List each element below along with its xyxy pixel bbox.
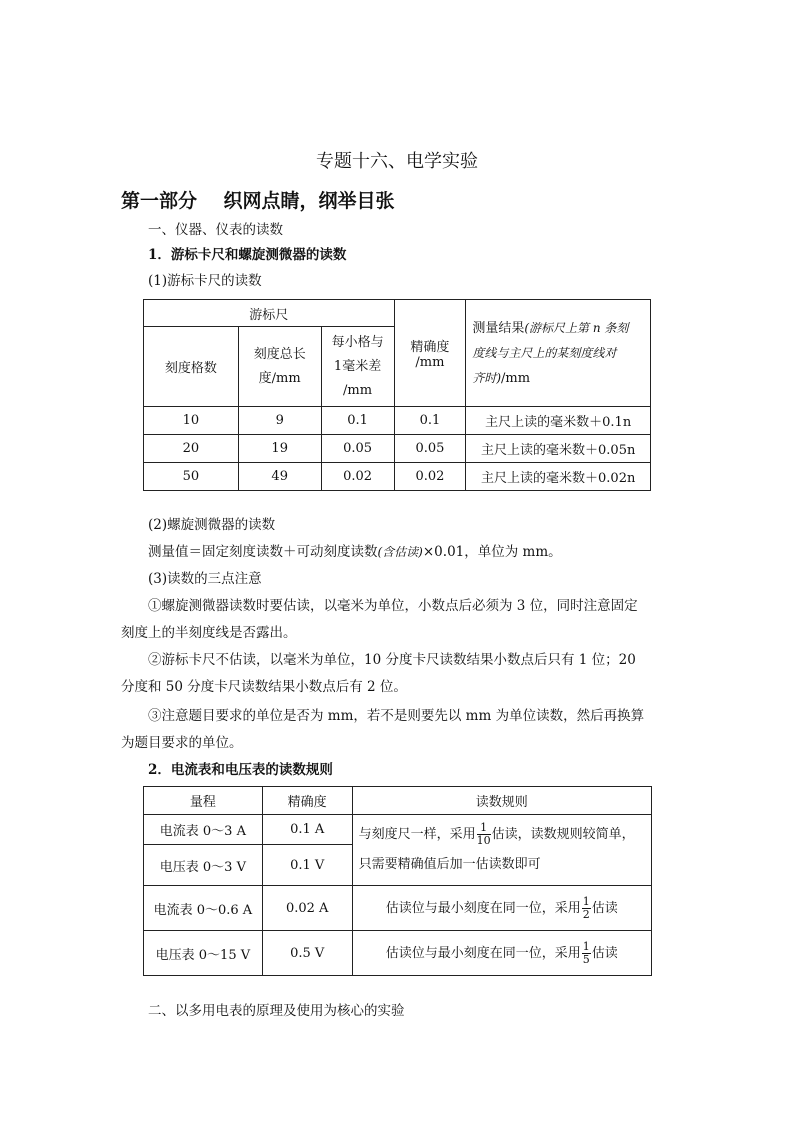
heading-multimeter: 二、以多用电表的原理及使用为核心的实验: [148, 1003, 405, 1019]
cell-total-length: 9: [238, 407, 321, 435]
cell-difference: 0.1: [321, 407, 394, 435]
page-title: 专题十六、电学实验: [316, 151, 478, 172]
table-row: [144, 931, 652, 976]
cell-range: 电流表 0～0.6 A: [144, 886, 263, 931]
meter-table: [143, 786, 652, 976]
table-row: [144, 886, 652, 931]
cell-result: 主尺上读的毫米数＋0.02n: [466, 463, 651, 491]
cell-precision: 0.1 V: [262, 845, 352, 886]
cell-total-length: 19: [238, 435, 321, 463]
table-row: [144, 815, 652, 845]
header-reading-rule: 读数规则: [352, 787, 651, 815]
heading-instrument-reading: 一、仪器、仪表的读数: [148, 222, 283, 238]
micrometer-formula: 测量值＝固定刻度读数＋可动刻度读数(含估读)×0.01，单位为 mm。: [148, 544, 562, 560]
note-point-2: ②游标卡尺不估读，以毫米为单位，10 分度卡尺读数结果小数点后只有 1 位；20 分度和 50 分度卡尺读数结果小数点后有 2 位。: [121, 652, 636, 695]
heading-vernier-micrometer: 1．游标卡尺和螺旋测微器的读数: [148, 247, 347, 263]
subheading-three-notes: (3)读数的三点注意: [148, 571, 262, 587]
cell-divisions: 20: [144, 435, 239, 463]
group-header-vernier: 游标尺: [144, 300, 395, 327]
fraction-1-2: $\frac{1}{2}$: [582, 894, 590, 921]
vernier-table: [143, 299, 651, 491]
header-difference: 每小格与 1毫米差 /mm: [321, 327, 394, 407]
cell-precision: 0.1: [394, 407, 466, 435]
fraction-1-5: $\frac{1}{5}$: [582, 939, 590, 966]
header-precision: 精确度: [262, 787, 352, 815]
cell-result: 主尺上读的毫米数＋0.05n: [466, 435, 651, 463]
subheading-micrometer: (2)螺旋测微器的读数: [148, 517, 276, 533]
cell-rule-3: 估读位与最小刻度在同一位，采用 $\frac{1}{5}$ 估读: [352, 931, 651, 976]
fraction-1-10: $\frac{1}{10}$: [476, 821, 491, 847]
cell-range: 电压表 0～15 V: [144, 931, 263, 976]
table-row: [144, 435, 651, 463]
cell-total-length: 49: [238, 463, 321, 491]
header-result: 测量结果(游标尺上第 n 条刻 度线与主尺上的某刻度线对 齐时)/mm: [466, 300, 651, 407]
cell-difference: 0.02: [321, 463, 394, 491]
cell-range: 电压表 0～3 V: [144, 845, 263, 886]
cell-precision: 0.02: [394, 463, 466, 491]
cell-difference: 0.05: [321, 435, 394, 463]
table-row: [144, 463, 651, 491]
note-point-1: ①螺旋测微器读数时要估读，以毫米为单位，小数点后必须为 3 位，同时注意固定刻度上的半刻度线是否露出。: [121, 598, 638, 641]
cell-result: 主尺上读的毫米数＋0.1n: [466, 407, 651, 435]
cell-rule-2: 估读位与最小刻度在同一位，采用 $\frac{1}{2}$ 估读: [352, 886, 651, 931]
section-heading: 第一部分 织网点睛，纲举目张: [121, 190, 395, 212]
cell-precision: 0.5 V: [262, 931, 352, 976]
cell-precision: 0.05: [394, 435, 466, 463]
cell-rule-1: 与刻度尺一样，采用 $\frac{1}{10}$ 估读，读数规则较简单， 只需要精确值后加一估读数即可: [352, 815, 651, 886]
subheading-vernier: (1)游标卡尺的读数: [148, 273, 262, 289]
heading-meter-reading: 2．电流表和电压表的读数规则: [148, 762, 333, 778]
cell-range: 电流表 0～3 A: [144, 815, 263, 845]
cell-divisions: 50: [144, 463, 239, 491]
header-precision: 精确度 /mm: [394, 300, 466, 407]
header-division-count: 刻度格数: [144, 327, 239, 407]
header-total-length: 刻度总长 度/mm: [238, 327, 321, 407]
cell-precision: 0.1 A: [262, 815, 352, 845]
note-point-3: ③注意题目要求的单位是否为 mm，若不是则要先以 mm 为单位读数，然后再换算为题目要求的单位。: [121, 708, 645, 751]
table-row: [144, 407, 651, 435]
cell-divisions: 10: [144, 407, 239, 435]
header-range: 量程: [144, 787, 263, 815]
cell-precision: 0.02 A: [262, 886, 352, 931]
